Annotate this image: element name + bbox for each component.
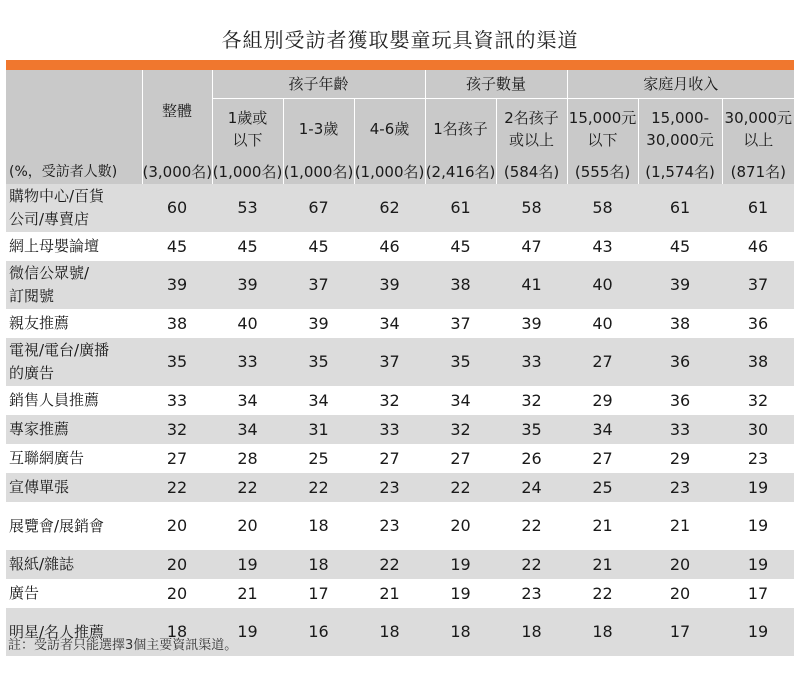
cell-value: 35 [496,415,567,444]
cell-value: 26 [496,444,567,473]
cell-value: 18 [283,502,354,550]
cell-value: 29 [638,444,722,473]
cell-value: 36 [638,338,722,386]
cell-value: 17 [283,579,354,608]
cell-value: 34 [354,309,425,338]
cell-value: 34 [212,386,283,415]
cell-value: 25 [283,444,354,473]
cell-value: 29 [567,386,638,415]
table-row [6,502,794,550]
cell-value: 23 [354,473,425,502]
cell-value: 20 [212,502,283,550]
cell-value: 32 [722,386,794,415]
row-label: 網上母嬰論壇 [6,232,142,261]
cell-value: 24 [496,473,567,502]
cell-value: 39 [354,261,425,309]
header-overall-spacer [142,70,212,98]
cell-value: 33 [354,415,425,444]
column-header: 1-3歲 [283,98,354,160]
table-row [6,444,794,473]
cell-value: 19 [722,473,794,502]
cell-value: 22 [567,579,638,608]
row-label: 廣告 [6,579,142,608]
cell-value: 33 [142,386,212,415]
cell-value: 41 [496,261,567,309]
row-header-label: (%，受訪者人數) [6,160,142,184]
cell-value: 47 [496,232,567,261]
column-sample-size: (1,000名) [283,160,354,184]
cell-value: 46 [722,232,794,261]
cell-value: 25 [567,473,638,502]
cell-value: 36 [638,386,722,415]
cell-value: 20 [425,502,496,550]
cell-value: 18 [567,608,638,656]
cell-value: 19 [425,550,496,579]
cell-value: 18 [354,608,425,656]
header-corner-mid [6,98,142,160]
row-label: 專家推薦 [6,415,142,444]
column-group-label: 孩子年齡 [212,70,425,98]
cell-value: 45 [638,232,722,261]
cell-value: 19 [212,550,283,579]
cell-value: 20 [142,502,212,550]
cell-value: 23 [496,579,567,608]
header-corner [6,70,142,98]
cell-value: 61 [722,184,794,232]
row-label: 明星/名人推薦 [6,608,142,656]
cell-value: 21 [567,550,638,579]
cell-value: 27 [425,444,496,473]
row-label: 展覽會/展銷會 [6,502,142,550]
table-row [6,550,794,579]
row-label: 互聯網廣告 [6,444,142,473]
cell-value: 20 [638,550,722,579]
cell-value: 21 [354,579,425,608]
column-sample-size: (1,000名) [212,160,283,184]
cell-value: 33 [496,338,567,386]
row-label: 微信公眾號/ 訂閱號 [6,261,142,309]
cell-value: 21 [212,579,283,608]
row-label: 購物中心/百貨 公司/專賣店 [6,184,142,232]
data-table [6,70,794,656]
cell-value: 45 [425,232,496,261]
accent-bar [6,60,794,70]
column-header: 整體 [142,98,212,160]
cell-value: 32 [354,386,425,415]
cell-value: 20 [142,550,212,579]
cell-value: 22 [283,473,354,502]
cell-value: 19 [722,550,794,579]
column-header: 1名孩子 [425,98,496,160]
table-row [6,473,794,502]
column-group-label: 家庭月收入 [567,70,794,98]
table-row [6,184,794,232]
cell-value: 62 [354,184,425,232]
cell-value: 38 [425,261,496,309]
cell-value: 33 [212,338,283,386]
cell-value: 38 [722,338,794,386]
cell-value: 58 [567,184,638,232]
cell-value: 17 [638,608,722,656]
column-sample-size: (3,000名) [142,160,212,184]
chart-title: 各組別受訪者獲取嬰童玩具資訊的渠道 [221,28,579,52]
row-label: 電視/電台/廣播 的廣告 [6,338,142,386]
header-count-row [6,160,794,184]
cell-value: 38 [638,309,722,338]
row-label: 報紙/雜誌 [6,550,142,579]
cell-value: 22 [496,502,567,550]
cell-value: 18 [142,608,212,656]
table-row [6,232,794,261]
cell-value: 39 [283,309,354,338]
cell-value: 20 [142,579,212,608]
row-label: 親友推薦 [6,309,142,338]
cell-value: 22 [496,550,567,579]
column-header: 1歲或 以下 [212,98,283,160]
cell-value: 58 [496,184,567,232]
column-sample-size: (1,000名) [354,160,425,184]
cell-value: 19 [212,608,283,656]
cell-value: 45 [283,232,354,261]
cell-value: 45 [212,232,283,261]
cell-value: 19 [722,608,794,656]
cell-value: 27 [354,444,425,473]
cell-value: 30 [722,415,794,444]
column-sample-size: (2,416名) [425,160,496,184]
cell-value: 37 [283,261,354,309]
cell-value: 18 [496,608,567,656]
column-header: 15,000元 以下 [567,98,638,160]
cell-value: 23 [638,473,722,502]
row-label: 宣傳單張 [6,473,142,502]
cell-value: 20 [638,579,722,608]
cell-value: 37 [354,338,425,386]
cell-value: 19 [425,579,496,608]
cell-value: 46 [354,232,425,261]
table-row [6,579,794,608]
cell-value: 28 [212,444,283,473]
column-header: 30,000元 以上 [722,98,794,160]
column-group-label: 孩子數量 [425,70,567,98]
cell-value: 21 [638,502,722,550]
footnote: 註：受訪者只能選擇3個主要資訊渠道。 [8,638,238,653]
cell-value: 61 [638,184,722,232]
table-row [6,386,794,415]
cell-value: 27 [142,444,212,473]
cell-value: 43 [567,232,638,261]
table-row [6,338,794,386]
cell-value: 21 [567,502,638,550]
column-header: 2名孩子 或以上 [496,98,567,160]
row-label: 銷售人員推薦 [6,386,142,415]
cell-value: 36 [722,309,794,338]
table-row [6,415,794,444]
cell-value: 40 [567,309,638,338]
cell-value: 31 [283,415,354,444]
cell-value: 39 [212,261,283,309]
table-row [6,261,794,309]
column-sample-size: (1,574名) [638,160,722,184]
cell-value: 22 [212,473,283,502]
cell-value: 22 [142,473,212,502]
cell-value: 16 [283,608,354,656]
column-sample-size: (871名) [722,160,794,184]
cell-value: 35 [283,338,354,386]
cell-value: 34 [283,386,354,415]
cell-value: 39 [496,309,567,338]
column-sample-size: (555名) [567,160,638,184]
cell-value: 45 [142,232,212,261]
cell-value: 40 [567,261,638,309]
cell-value: 34 [212,415,283,444]
cell-value: 32 [142,415,212,444]
cell-value: 37 [722,261,794,309]
cell-value: 60 [142,184,212,232]
cell-value: 34 [425,386,496,415]
cell-value: 18 [425,608,496,656]
cell-value: 19 [722,502,794,550]
cell-value: 27 [567,338,638,386]
header-group-row [6,70,794,98]
cell-value: 67 [283,184,354,232]
cell-value: 33 [638,415,722,444]
cell-value: 37 [425,309,496,338]
cell-value: 23 [354,502,425,550]
table-row [6,309,794,338]
header-column-row [6,98,794,160]
cell-value: 22 [425,473,496,502]
column-sample-size: (584名) [496,160,567,184]
cell-value: 61 [425,184,496,232]
cell-value: 27 [567,444,638,473]
cell-value: 38 [142,309,212,338]
cell-value: 35 [425,338,496,386]
cell-value: 34 [567,415,638,444]
cell-value: 40 [212,309,283,338]
cell-value: 39 [142,261,212,309]
cell-value: 23 [722,444,794,473]
column-header: 15,000- 30,000元 [638,98,722,160]
cell-value: 32 [496,386,567,415]
cell-value: 17 [722,579,794,608]
cell-value: 18 [283,550,354,579]
cell-value: 35 [142,338,212,386]
column-header: 4-6歲 [354,98,425,160]
cell-value: 53 [212,184,283,232]
cell-value: 32 [425,415,496,444]
cell-value: 22 [354,550,425,579]
cell-value: 39 [638,261,722,309]
